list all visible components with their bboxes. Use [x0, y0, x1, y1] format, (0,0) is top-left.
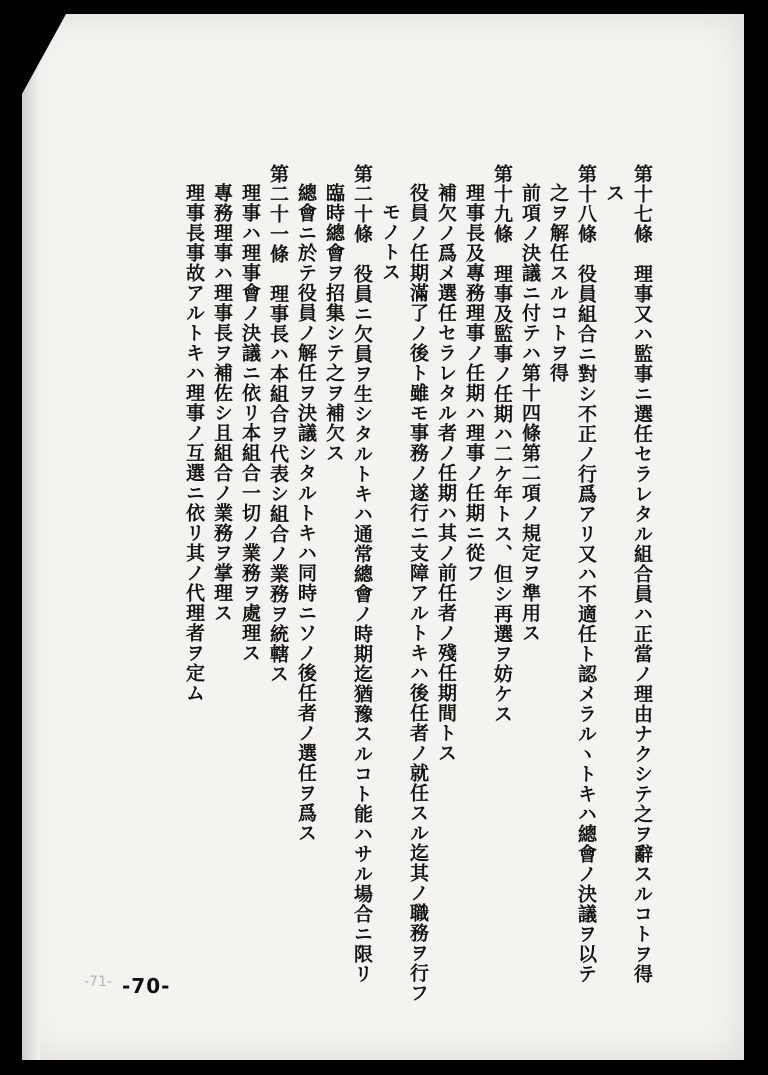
text-line: 專務理事ハ理事長ヲ補佐シ且組合ノ業務ヲ掌理ス: [211, 183, 233, 623]
text-line: 理事長及專務理事ノ任期ハ理事ノ任期ニ從フ: [463, 183, 485, 583]
text-line: 臨時總會ヲ招集シテ之ヲ補欠ス: [323, 183, 345, 463]
document-page: [22, 14, 744, 1060]
text-line: 第十七條 理事又ハ監事ニ選任セラレタル組合員ハ正當ノ理由ナクシテ之ヲ辭スルコトヲ得: [631, 164, 653, 984]
text-line: 第十八條 役員組合ニ對シ不正ノ行爲アリ又ハ不適任ト認メラルヽトキハ總會ノ決議ヲ以テ: [575, 164, 597, 984]
text-line: 總會ニ於テ役員ノ解任ヲ決議シタルトキハ同時ニソノ後任者ノ選任ヲ爲ス: [295, 183, 317, 843]
text-line: モノトス: [379, 202, 401, 282]
text-line: ス: [603, 183, 625, 203]
page-shadow-edge: [22, 14, 40, 1060]
text-line: 補欠ノ爲メ選任セラレタル者ノ任期ハ其ノ前任者ノ殘任期間トス: [435, 183, 457, 763]
page-number: -70-: [122, 974, 171, 998]
vertical-text-block: [180, 164, 656, 1003]
text-line: 前項ノ決議ニ付テハ第十四條第二項ノ規定ヲ準用ス: [519, 183, 541, 643]
text-line: 第十九條 理事及監事ノ任期ハ二ケ年トス、但シ再選ヲ妨ケス: [491, 164, 513, 724]
text-line: 第二十條 役員ニ欠員ヲ生シタルトキハ通常總會ノ時期迄猶豫スルコト能ハサル場合ニ限リ: [351, 164, 373, 984]
text-line: 第二十一條 理事長ハ本組合ヲ代表シ組合ノ業務ヲ統轄ス: [267, 164, 289, 684]
text-line: 役員ノ任期滿了ノ後ト雖モ事務ノ遂行ニ支障アルトキハ後任者ノ就任スル迄其ノ職務ヲ行フ: [407, 183, 429, 1003]
bleed-through-page-number: -71-: [84, 974, 112, 990]
torn-corner: [22, 14, 66, 94]
text-line: 理事ハ理事會ノ決議ニ依リ本組合一切ノ業務ヲ處理ス: [239, 183, 261, 663]
text-line: 之ヲ解任スルコトヲ得: [547, 183, 569, 383]
text-line: 理事長事故アルトキハ理事ノ互選ニ依リ其ノ代理者ヲ定ム: [183, 183, 205, 703]
